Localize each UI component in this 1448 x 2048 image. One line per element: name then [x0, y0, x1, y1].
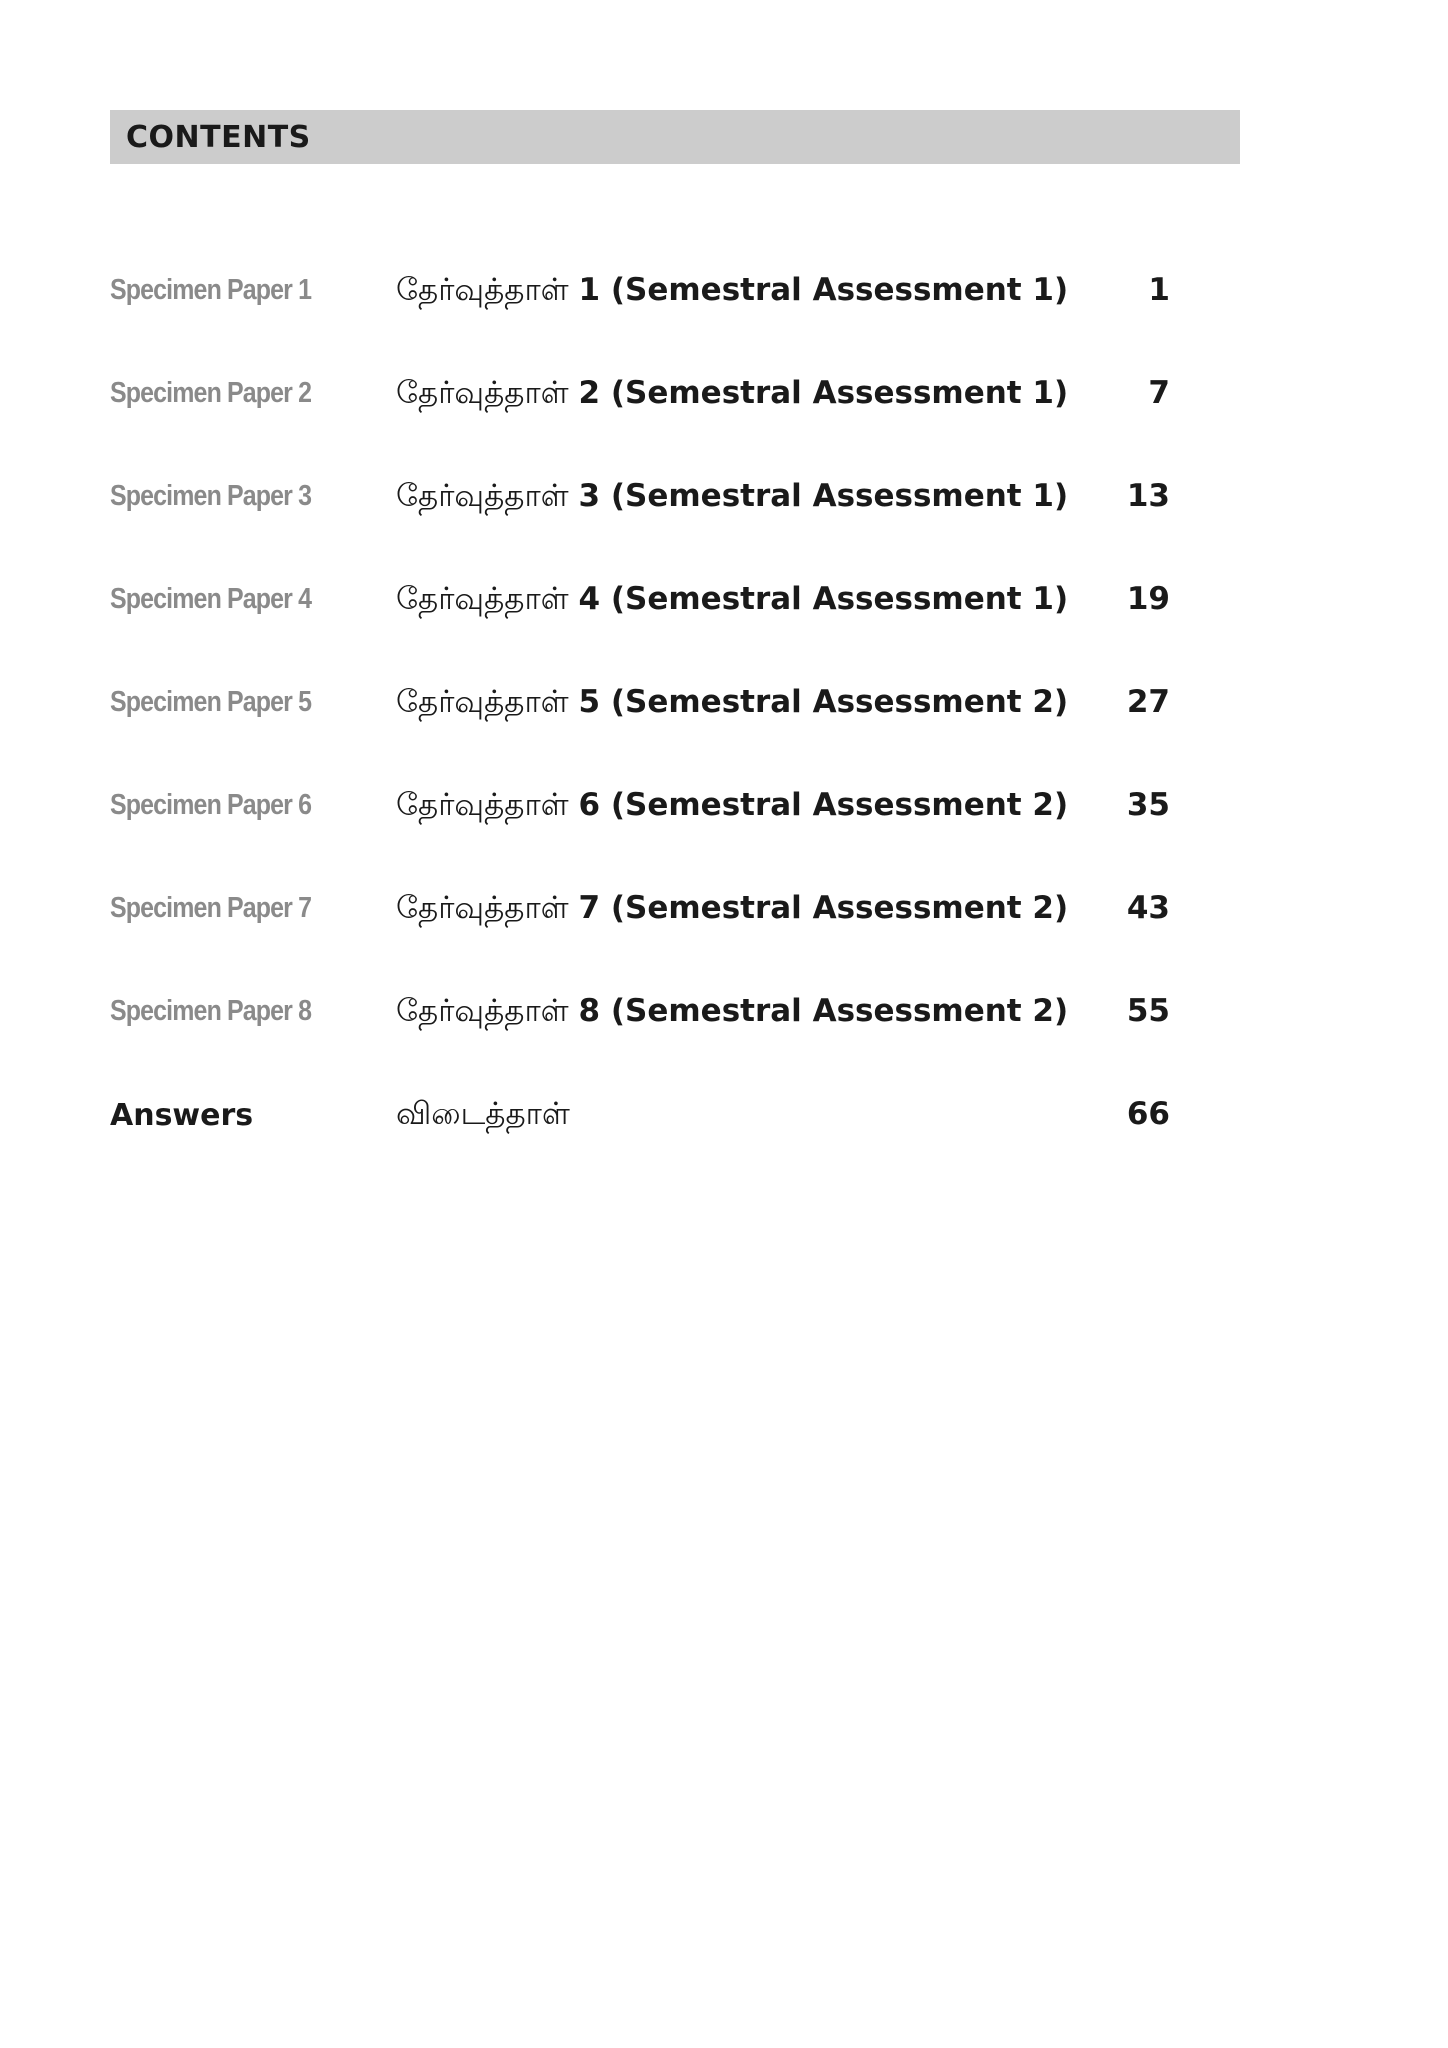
- toc-entry-title: [396, 272, 1068, 312]
- toc-entry-title-tamil: தேர்வுத்தாள்: [396, 478, 569, 514]
- contents-header-bar: [110, 110, 1240, 164]
- toc-entry-specimen-paper-2: [110, 363, 1170, 466]
- toc-entry-label: Specimen Paper 7: [110, 892, 312, 924]
- toc-entry-answers: [110, 1084, 1170, 1187]
- toc-entry-page-number: 66: [1126, 1096, 1170, 1132]
- toc-entry-page-number: 19: [1126, 581, 1170, 617]
- toc-entry-title: [396, 581, 1068, 621]
- toc-entry-label: Specimen Paper 6: [110, 789, 312, 821]
- toc-entry-title-tamil: தேர்வுத்தாள்: [396, 272, 569, 308]
- toc-entry-title-rest: 1 (Semestral Assessment 1): [578, 272, 1069, 308]
- toc-entry-title: [396, 684, 1068, 724]
- toc-entry-title: [396, 993, 1068, 1033]
- toc-entry-title-rest: 5 (Semestral Assessment 2): [578, 684, 1069, 720]
- toc-entry-page-number: 1: [1148, 272, 1170, 308]
- toc-entry-label: Specimen Paper 8: [110, 995, 312, 1027]
- toc-entry-title-tamil: தேர்வுத்தாள்: [396, 684, 569, 720]
- toc-entry-title-rest: 3 (Semestral Assessment 1): [578, 478, 1069, 514]
- toc-entry-page-number: 13: [1126, 478, 1170, 514]
- toc-entry-specimen-paper-6: [110, 775, 1170, 878]
- toc-entry-page-number: 55: [1126, 993, 1170, 1029]
- toc-entry-title-rest: 7 (Semestral Assessment 2): [578, 890, 1069, 926]
- toc-entry-page-number: 43: [1126, 890, 1170, 926]
- toc-entry-title: [396, 1096, 570, 1136]
- toc-entry-label: Specimen Paper 2: [110, 377, 312, 409]
- toc-entry-label: Specimen Paper 4: [110, 583, 312, 615]
- toc-entry-title-rest: 2 (Semestral Assessment 1): [578, 375, 1069, 411]
- toc-entry-label: Specimen Paper 1: [110, 274, 312, 306]
- toc-entry-title-tamil: தேர்வுத்தாள்: [396, 993, 569, 1029]
- toc-entry-title-tamil: விடைத்தாள்: [396, 1096, 570, 1132]
- toc-entry-title: [396, 787, 1068, 827]
- toc-entry-title-rest: 4 (Semestral Assessment 1): [578, 581, 1069, 617]
- toc-entry-title-tamil: தேர்வுத்தாள்: [396, 890, 569, 926]
- toc-entry-label: Specimen Paper 3: [110, 480, 312, 512]
- toc-entry-specimen-paper-1: [110, 260, 1170, 363]
- toc-entry-title-rest: 6 (Semestral Assessment 2): [578, 787, 1069, 823]
- toc-entry-page-number: 27: [1126, 684, 1170, 720]
- toc-entry-title-rest: 8 (Semestral Assessment 2): [578, 993, 1069, 1029]
- toc-entry-title: [396, 478, 1068, 518]
- toc-entry-title: [396, 375, 1068, 415]
- toc-entry-page-number: 35: [1126, 787, 1170, 823]
- toc-entry-specimen-paper-7: [110, 878, 1170, 981]
- toc-entry-specimen-paper-8: [110, 981, 1170, 1084]
- toc-entry-page-number: 7: [1148, 375, 1170, 411]
- toc-entry-specimen-paper-3: [110, 466, 1170, 569]
- toc-entry-label: Answers: [110, 1098, 254, 1133]
- toc-entry-specimen-paper-5: [110, 672, 1170, 775]
- toc-entry-title-tamil: தேர்வுத்தாள்: [396, 787, 569, 823]
- toc-entry-title: [396, 890, 1068, 930]
- toc-entry-specimen-paper-4: [110, 569, 1170, 672]
- table-of-contents: [110, 260, 1170, 1187]
- toc-entry-title-tamil: தேர்வுத்தாள்: [396, 581, 569, 617]
- toc-entry-title-tamil: தேர்வுத்தாள்: [396, 375, 569, 411]
- contents-title: CONTENTS: [126, 119, 311, 155]
- toc-entry-label: Specimen Paper 5: [110, 686, 312, 718]
